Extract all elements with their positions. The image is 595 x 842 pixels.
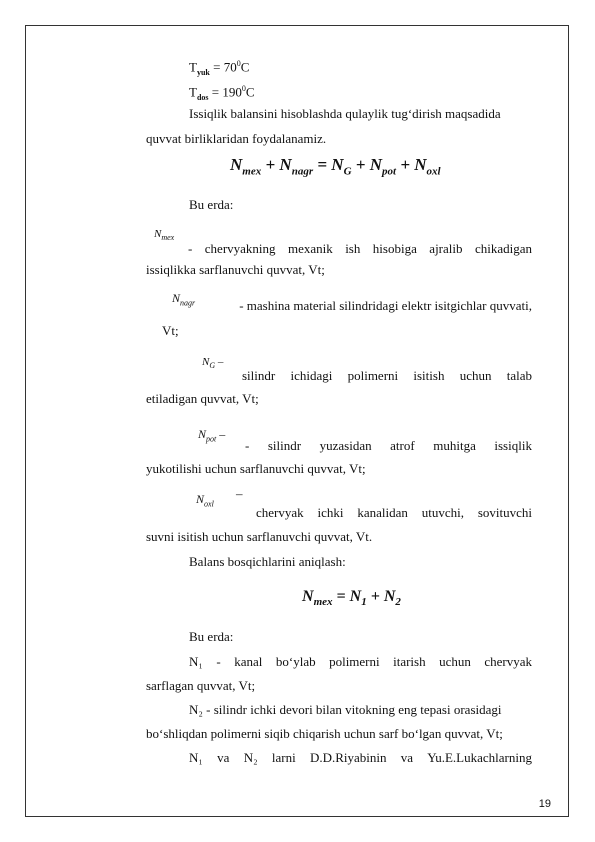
symbol-n-oxl: $N_{oxl}$ [196,492,214,509]
mex-words-word: chervyakning [204,241,276,256]
n-mex-description-line-2: issiqlikka sarflanuvchi quvvat, Vt; [146,262,325,277]
n1-n2-reference-line [189,750,532,765]
n2-description-line-2: bo‘shliqdan polimerni siqib chiqarish uchun sarf bo‘lgan quvvat, Vt; [146,726,503,741]
n1-words-word: kanal [234,654,263,669]
n-pot-description-line-1 [245,438,532,453]
symbol-n-g: $N_G$ – [202,356,224,371]
oxl-words-word: chervyak [256,505,304,520]
mex-words-word: ish [345,241,361,256]
g-words-word: polimerni [347,368,399,383]
pot-words-word: silindr [267,438,302,453]
n1-words-word: polimerni [329,654,380,669]
g-words-word: isitish [413,368,445,383]
n1-words-word: - [216,654,221,669]
balans-heading: Balans bosqichlarini aniqlash: [189,554,346,569]
last-words-word: N₁ [189,750,203,765]
t-dos-line: $T_{dos} = 190^0C$ [189,84,255,102]
n-nagr-description-line-2: Vt; [162,323,179,338]
n-oxl-dash: – [236,486,243,501]
g-words-word: uchun [459,368,492,383]
oxl-words-word: utuvchi, [421,505,464,520]
page-number: 19 [538,798,551,810]
pot-words-word: yuzasidan [319,438,372,453]
bu-erda-label-1: Bu erda: [189,197,234,212]
intro-line-1: Issiqlik balansini hisoblashda qulaylik tug‘dirish maqsadida [189,106,501,121]
mex-words-word: mexanik [287,241,333,256]
symbol-n-mex: $N_{mex}$ [154,228,175,243]
last-words-word: Yu.E.Lukachlarning [427,750,532,765]
n-pot-description-line-2: yukotilishi uchun sarflanuvchi quvvat, Vt; [146,461,366,476]
equation-power-split: $N_{mex} = N_1 + N_2$ [302,588,401,609]
last-words-word: va [400,750,414,765]
symbol-n-pot: $N_{pot}$ – [198,427,226,444]
equation-heat-balance: $N_{mex} + N_{nagr} = N_G + N_{pot} + N_{oxl}$ [230,155,441,178]
n1-words-word: uchun [439,654,471,669]
bu-erda-label-2: Bu erda: [189,629,234,644]
n-oxl-description-line-1 [256,505,532,520]
n1-words-word: itarish [393,654,426,669]
g-words-word: talab [506,368,532,383]
mex-words-word: hisobiga [372,241,417,256]
n1-words-word: N₁ [189,654,203,669]
g-words-word: silindr [242,368,276,383]
n1-description-line-2: sarflagan quvvat, Vt; [146,678,256,693]
oxl-words-word: kanalidan [357,505,408,520]
pot-words-word: muhitga [433,438,476,453]
mex-words-word: ajralib [429,241,463,256]
pot-words-word: atrof [390,438,415,453]
intro-line-2: quvvat birliklaridan foydalanamiz. [146,131,327,146]
n-nagr-description-line-1: - mashina material silindridagi elektr isitgichlar quvvati, [239,298,532,313]
t-yuk-line: $T_{yuk} = 70^0C$ [189,59,250,77]
n1-description-line-1 [189,654,532,669]
last-words-word: larni [271,750,296,765]
mex-words-word: - [188,241,193,256]
last-words-word: D.D.Riyabinin [309,750,387,765]
mex-words-word: chikadigan [474,241,532,256]
pot-words-word: issiqlik [494,438,532,453]
n-g-description-line-1 [242,368,532,383]
oxl-words-word: sovituvchi [477,505,532,520]
n-oxl-description-line-2: suvni isitish uchun sarflanuvchi quvvat, Vt. [146,529,373,544]
n-g-description-line-2: etiladigan quvvat, Vt; [146,391,259,406]
n1-words-word: chervyak [484,654,532,669]
oxl-words-word: ichki [317,505,344,520]
n2-description-line-1: N₂ - silindr ichki devori bilan vitokning eng tepasi orasidagi [189,702,502,717]
n1-words-word: bo‘ylab [275,654,316,669]
last-words-word: va [217,750,230,765]
pot-words-word: - [245,438,250,453]
g-words-word: ichidagi [290,368,333,383]
last-words-word: N₂ [243,750,258,765]
n-mex-description-line-1 [188,241,532,256]
symbol-n-nagr: $N_{nagr}$ [172,291,196,308]
